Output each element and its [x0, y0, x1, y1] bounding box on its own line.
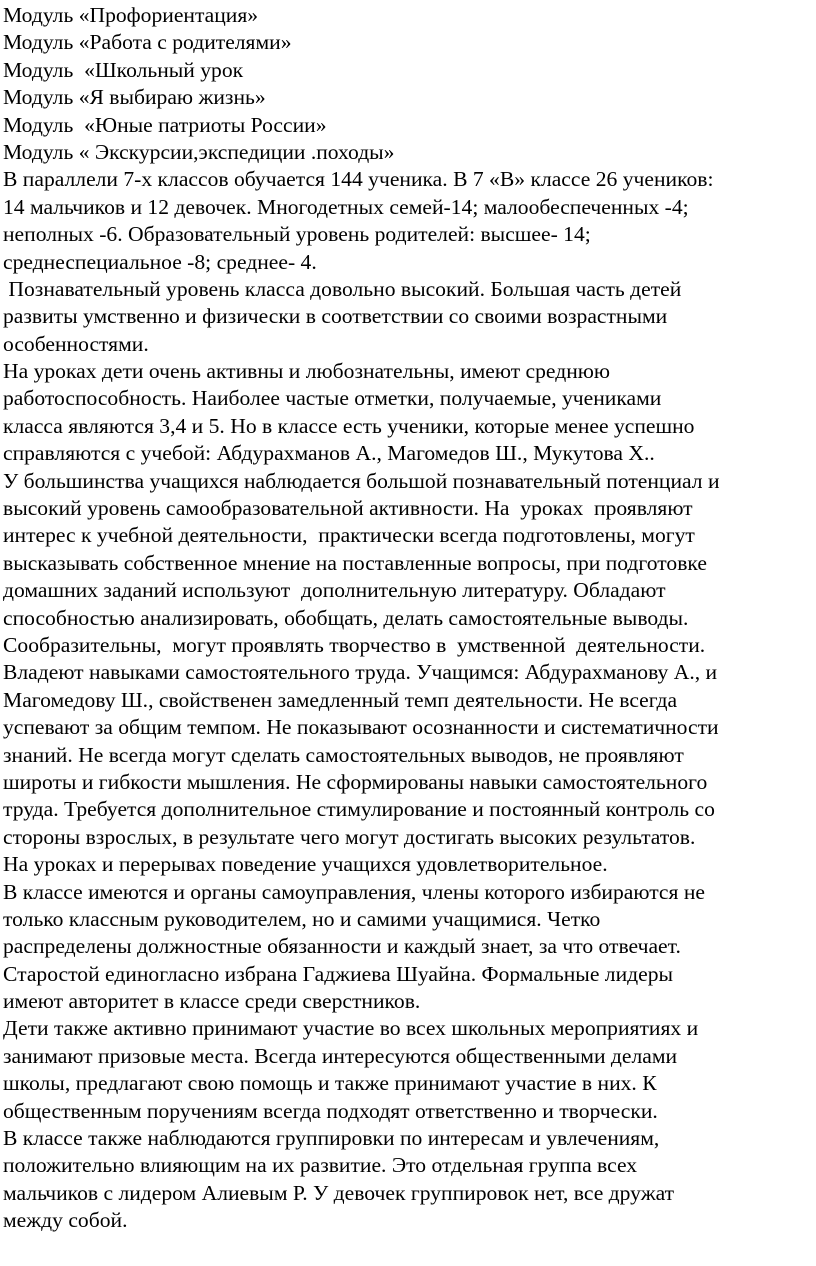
text-line: На уроках и перерывах поведение учащихся удовлетворительное. — [3, 852, 608, 877]
text-line: распределены должностные обязанности и каждый знает, за что отвечает. — [3, 934, 681, 959]
text-line: только классным руководителем, но и самими учащимися. Четко — [3, 906, 601, 931]
text-line: Старостой единогласно избрана Гаджиева Шуайна. Формальные лидеры — [3, 961, 674, 986]
paragraph-cognitive-level — [3, 276, 816, 358]
paragraph-class-statistics — [3, 166, 816, 276]
text-line: высокий уровень самообразовательной активности. На уроках проявляют — [3, 496, 693, 521]
text-line: справляются с учебой: Абдурахманов А., Магомедов Ш., Мукутова Х.. — [3, 441, 655, 466]
paragraph-interest-groups — [3, 1125, 816, 1235]
text-line: Владеют навыками самостоятельного труда. Учащимся: Абдурахманову А., и — [3, 660, 718, 685]
text-line: Дети также активно принимают участие во всех школьных мероприятиях и — [3, 1016, 699, 1041]
text-line: стороны взрослых, в результате чего могут достигать высоких результатов. — [3, 824, 696, 849]
text-line: 14 мальчиков и 12 девочек. Многодетных семей-14; малообеспеченных -4; — [3, 194, 689, 219]
text-line: В классе также наблюдаются группировки по интересам и увлечениям, — [3, 1126, 660, 1151]
text-line: В параллели 7-х классов обучается 144 ученика. В 7 «В» классе 26 учеников: — [3, 167, 714, 192]
text-line: В классе имеются и органы самоуправления, члены которого избираются не — [3, 879, 705, 904]
text-line: Сообразительны, могут проявлять творчество в умственной деятельности. — [3, 632, 706, 657]
text-line: положительно влияющим на их развитие. Это отдельная группа всех — [3, 1153, 638, 1178]
text-line: домашних заданий используют дополнительную литературу. Обладают — [3, 578, 666, 603]
module-line: Модуль « Экскурсии,экспедиции .походы» — [3, 139, 395, 164]
module-line: Модуль «Юные патриоты России» — [3, 112, 327, 137]
text-line: У большинства учащихся наблюдается большой познавательный потенциал и — [3, 468, 720, 493]
text-line: неполных -6. Образовательный уровень родителей: высшее- 14; — [3, 222, 591, 247]
text-line: знаний. Не всегда могут сделать самостоятельных выводов, не проявляют — [3, 742, 684, 767]
paragraph-lesson-activity — [3, 358, 816, 468]
module-line: Модуль «Работа с родителями» — [3, 30, 292, 55]
text-line: среднеспециальное -8; среднее- 4. — [3, 249, 317, 274]
text-line: школы, предлагают свою помощь и также принимают участие в них. К — [3, 1071, 657, 1096]
text-line: развиты умственно и физически в соответствии со своими возрастными — [3, 304, 668, 329]
module-line: Модуль «Школьный урок — [3, 57, 244, 82]
text-line: широты и гибкости мышления. Не сформированы навыки самостоятельного — [3, 769, 708, 794]
paragraph-student-potential — [3, 468, 816, 879]
module-list — [3, 2, 816, 166]
text-line: особенностями. — [3, 331, 149, 356]
text-line: мальчиков с лидером Алиевым Р. У девочек группировок нет, все дружат — [3, 1180, 675, 1205]
text-line: интерес к учебной деятельности, практически всегда подготовлены, могут — [3, 523, 695, 548]
text-line: На уроках дети очень активны и любознательны, имеют среднюю — [3, 359, 611, 384]
text-line: способностью анализировать, обобщать, делать самостоятельные выводы. — [3, 605, 689, 630]
module-line: Модуль «Профориентация» — [3, 3, 259, 27]
text-line: между собой. — [3, 1208, 128, 1233]
module-line: Модуль «Я выбираю жизнь» — [3, 85, 266, 110]
text-line: занимают призовые места. Всегда интересуются общественными делами — [3, 1043, 678, 1068]
text-line: успевают за общим темпом. Не показывают осознанности и систематичности — [3, 715, 719, 740]
text-line: труда. Требуется дополнительное стимулирование и постоянный контроль со — [3, 797, 715, 822]
text-line: общественным поручениям всегда подходят ответственно и творчески. — [3, 1098, 658, 1123]
text-line: класса являются 3,4 и 5. Но в классе есть ученики, которые менее успешно — [3, 413, 695, 438]
text-line: высказывать собственное мнение на поставленные вопросы, при подготовке — [3, 550, 707, 575]
text-line: имеют авторитет в классе среди сверстников. — [3, 989, 421, 1014]
text-line: Магомедову Ш., свойственен замедленный темп деятельности. Не всегда — [3, 687, 678, 712]
text-line: Познавательный уровень класса довольно высокий. Большая часть детей — [3, 276, 682, 301]
paragraph-self-government — [3, 879, 816, 1016]
paragraph-school-events — [3, 1015, 816, 1125]
text-line: работоспособность. Наиболее частые отметки, получаемые, учениками — [3, 386, 662, 411]
